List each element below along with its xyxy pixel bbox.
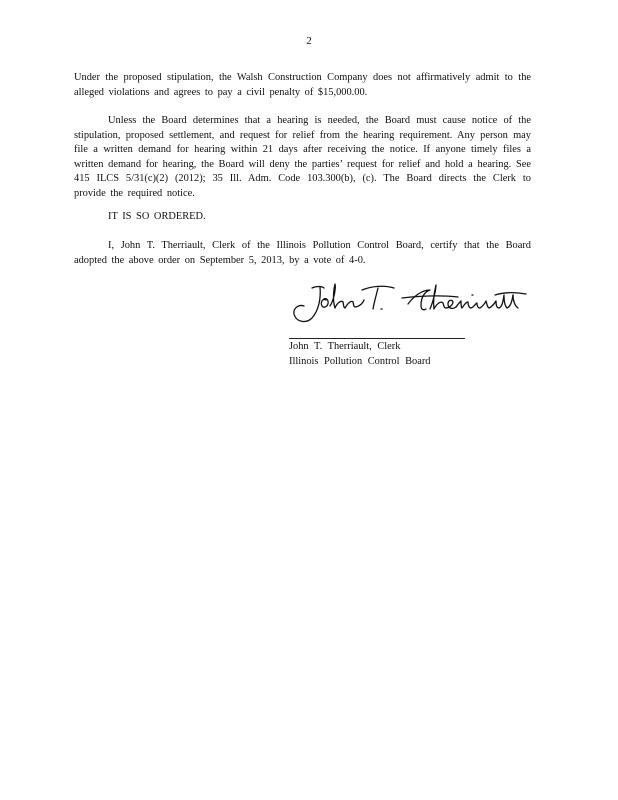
signer-organization: Illinois Pollution Control Board — [289, 355, 431, 367]
signature-line — [289, 338, 465, 339]
page-number: 2 — [306, 35, 312, 47]
stipulation-paragraph: Under the proposed stipulation, the Walsh Construction Company does not affirmatively admit to the alleged violations and agrees to pay a civil penalty of $15,000.00. — [74, 72, 531, 98]
so-ordered-line: IT IS SO ORDERED. — [108, 211, 206, 222]
signature-block — [289, 340, 529, 369]
handwritten-signature — [290, 278, 530, 326]
clerk-certification-paragraph: I, John T. Therriault, Clerk of the Illinois Pollution Control Board, certify that the Board adopted the above order on September 5, 2013, by a vote of 4-0. — [74, 240, 531, 266]
signer-name-title: John T. Therriault, Clerk — [289, 341, 401, 352]
hearing-notice-paragraph: Unless the Board determines that a hearing is needed, the Board must cause notice of the stipulation, proposed settlement, and request for relief from the hearing requirement. Any person may file a written demand for hearing within 21 days after receiving the notice. If anyone timely files a written demand for hearing, the Board will deny the parties’ request for relief and hold a hearing. See 415 ILCS 5/31(c)(2) (2012); 35 Ill. Adm. Code 103.300(b), (c). The Board directs the Clerk to provide the required notice. — [74, 115, 531, 199]
